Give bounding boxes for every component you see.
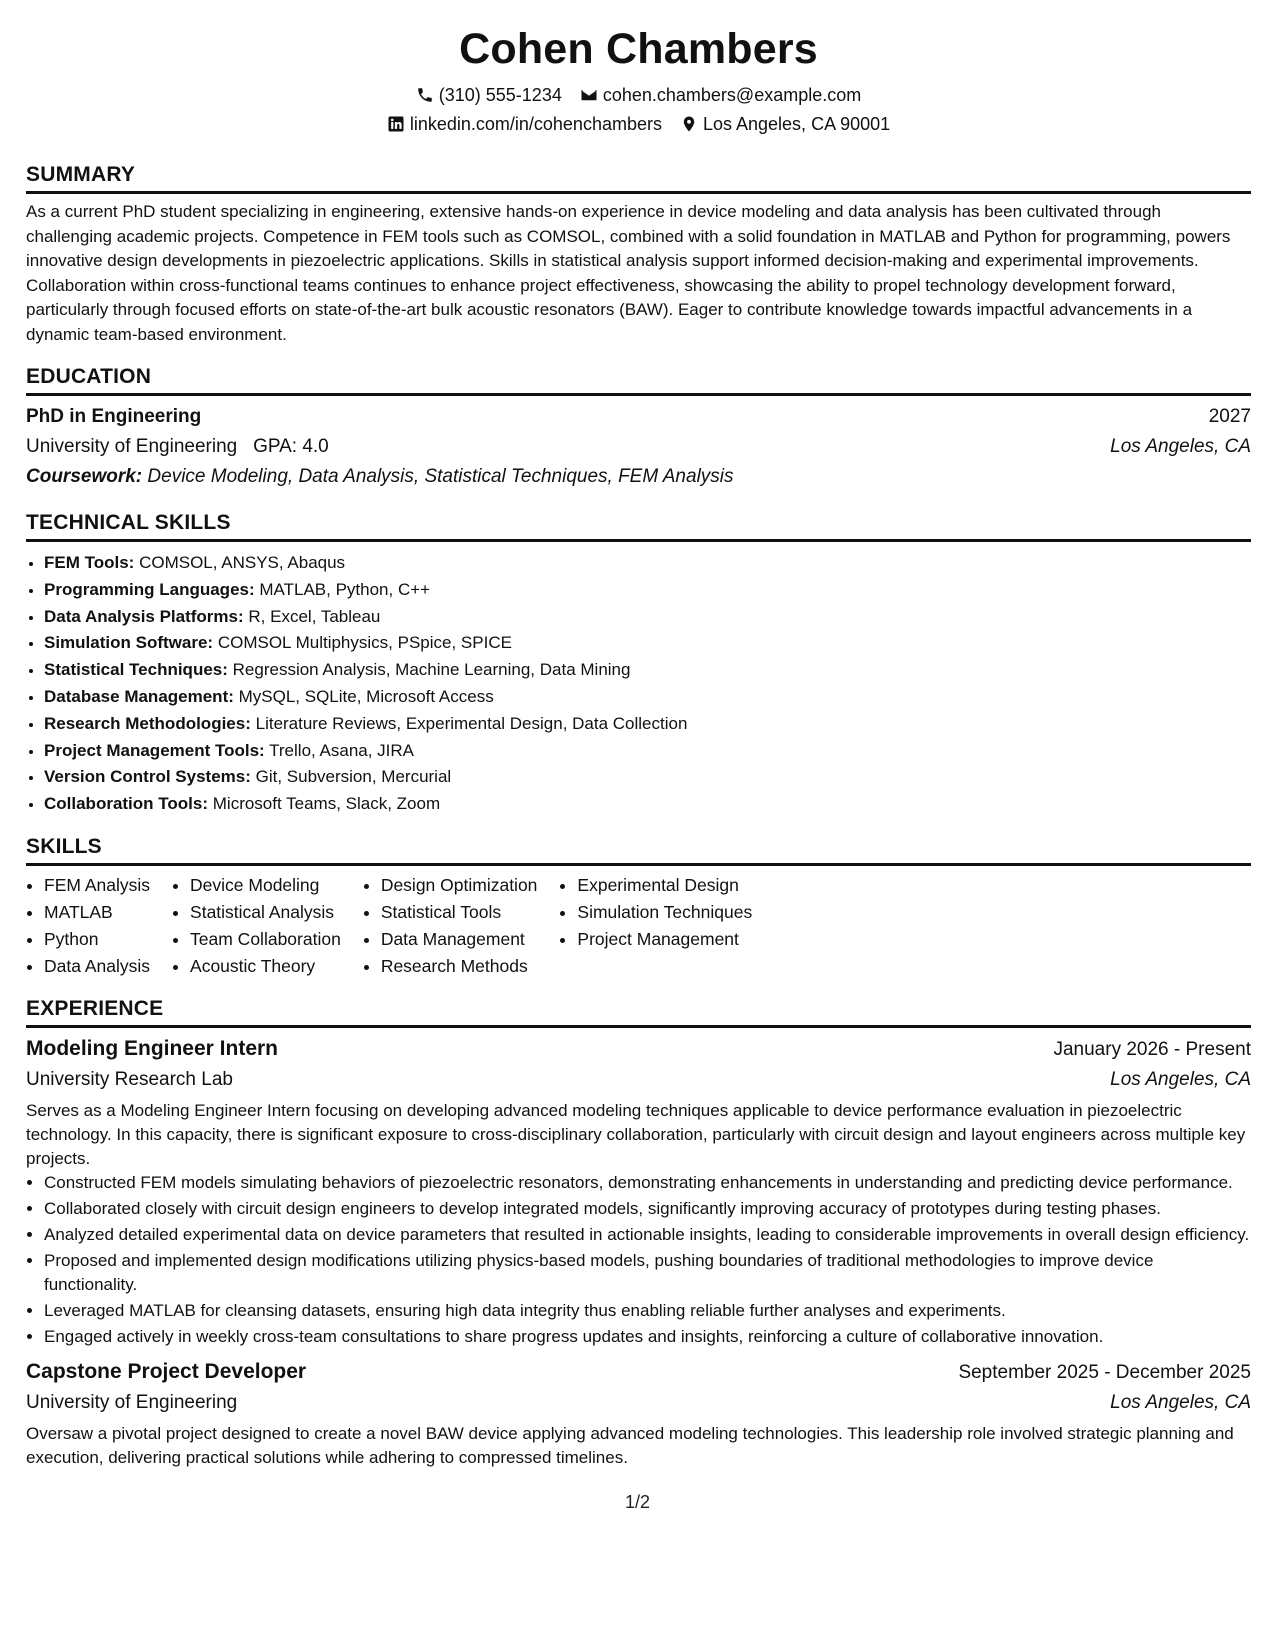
coursework-label: Coursework: [26, 466, 143, 487]
job-title-row [26, 1357, 1251, 1388]
school-name: University of Engineering [26, 436, 238, 457]
list-item: • Device Modeling [190, 872, 341, 899]
email-contact[interactable] [580, 83, 861, 107]
skill-category: Collaboration Tools: [44, 794, 209, 814]
skill-category: Programming Languages: [44, 579, 255, 599]
list-item: • Design Optimization [381, 872, 538, 899]
list-item: • Collaborated closely with circuit design engineers to develop integrated models, significantly improving accuracy of prototypes during testing phases. [44, 1197, 1251, 1221]
skill-values: R, Excel, Tableau [248, 606, 381, 626]
summary-section [26, 162, 1251, 347]
list-item [44, 577, 1251, 604]
list-item: • Project Management [577, 926, 752, 953]
phone-text: (310) 555-1234 [438, 85, 562, 105]
list-item [44, 604, 1251, 631]
list-item: • Simulation Techniques [577, 899, 752, 926]
education-heading: EDUCATION [26, 364, 1251, 396]
skills-heading: SKILLS [26, 834, 1251, 866]
job-role: Capstone Project Developer [26, 1359, 307, 1383]
skill-values: Literature Reviews, Experimental Design, Data Collection [255, 713, 688, 733]
education-school-row [26, 432, 1251, 462]
job-location: Los Angeles, CA [1110, 1068, 1251, 1090]
list-item: • Statistical Tools [381, 899, 538, 926]
skill-values: COMSOL, ANSYS, Abaqus [139, 553, 346, 572]
skill-category: Version Control Systems: [44, 767, 251, 787]
degree-title: PhD in Engineering [26, 406, 202, 427]
skills-column-2 [172, 872, 341, 980]
list-item: • Constructed FEM models simulating behaviors of piezoelectric resonators, demonstrating enhancements in understanding and predicting device performance. [44, 1171, 1251, 1195]
list-item: • Team Collaboration [190, 926, 341, 953]
job-org-row [26, 1065, 1251, 1095]
job-entry-1 [26, 1034, 1251, 1349]
list-item: • Engaged actively in weekly cross-team consultations to share progress updates and insights, reinforcing a culture of collaborative innovation. [44, 1325, 1251, 1349]
school-info [26, 432, 329, 462]
map-pin-icon [680, 115, 698, 133]
list-item [44, 711, 1251, 738]
list-item: • Analyzed detailed experimental data on device parameters that resulted in actionable insights, leading to considerable improvements in overall design efficiency. [44, 1223, 1251, 1247]
list-item [44, 630, 1251, 657]
job-dates: January 2026 - Present [1053, 1038, 1251, 1060]
linkedin-contact[interactable] [387, 112, 662, 136]
job-bullets [26, 1171, 1251, 1349]
skill-values: Regression Analysis, Machine Learning, Data Mining [232, 660, 631, 680]
technical-skills-section [26, 510, 1251, 818]
list-item: • Experimental Design [577, 872, 752, 899]
technical-skills-list [26, 550, 1251, 818]
list-item [44, 738, 1251, 765]
coursework-list: Device Modeling, Data Analysis, Statistical Techniques, FEM Analysis [147, 466, 734, 487]
contact-line-2 [26, 112, 1251, 136]
summary-text: As a current PhD student specializing in engineering, extensive hands-on experience in device modeling and data analysis has been cultivated through challenging academic projects. Competence in FEM tools such as COMSOL, combined with a solid foundation in MATLAB and Python for programming, powers innovative design developments in piezoelectric applications. Skills in statistical analysis support informed decision-making and experimental improvements. Collaboration within cross-functional teams continues to enhance project effectiveness, showcasing the ability to propel technology development forward, particularly through focused efforts on state-of-the-art bulk acoustic resonators (BAW). Eager to contribute knowledge towards impactful advancements in a dynamic team-based environment. [26, 202, 1231, 344]
job-dates: September 2025 - December 2025 [958, 1361, 1251, 1383]
list-item: • FEM Analysis [44, 872, 150, 899]
list-item: • Research Methods [381, 953, 538, 980]
technical-skills-heading: TECHNICAL SKILLS [26, 510, 1251, 542]
list-item: • Data Analysis [44, 953, 150, 980]
skill-category: Statistical Techniques: [44, 660, 228, 680]
phone-icon [416, 86, 434, 104]
experience-section [26, 996, 1251, 1470]
list-item: • MATLAB [44, 899, 150, 926]
job-description: Oversaw a pivotal project designed to create a novel BAW device applying advanced modeling technologies. This leadership role involved strategic planning and execution, delivering practical solutions while adhering to compressed timelines. [26, 1423, 1234, 1467]
linkedin-text[interactable]: linkedin.com/in/cohenchambers [409, 114, 662, 134]
job-org: University Research Lab [26, 1068, 233, 1090]
resume-page [26, 20, 1251, 1470]
coursework-line [26, 462, 1251, 492]
skill-category: Data Analysis Platforms: [44, 606, 244, 626]
skill-values: COMSOL Multiphysics, PSpice, SPICE [217, 633, 512, 653]
skills-columns [26, 872, 1251, 980]
skills-section [26, 834, 1251, 980]
envelope-icon [580, 86, 598, 104]
location-text: Los Angeles, CA 90001 [702, 114, 891, 134]
school-location: Los Angeles, CA [1110, 436, 1251, 457]
skill-category: FEM Tools: [44, 553, 135, 572]
list-item [44, 791, 1251, 818]
email-text[interactable]: cohen.chambers@example.com [602, 85, 862, 105]
skill-values: MySQL, SQLite, Microsoft Access [238, 686, 494, 706]
list-item: • Leveraged MATLAB for cleansing datasets, ensuring high data integrity thus enabling reliable further analyses and experiments. [44, 1299, 1251, 1323]
skills-column-3 [363, 872, 538, 980]
list-item: • Proposed and implemented design modifications utilizing physics-based models, pushing boundaries of traditional methodologies to improve device functionality. [44, 1249, 1251, 1297]
job-org: University of Engineering [26, 1391, 238, 1413]
list-item [44, 550, 1251, 577]
skill-values: Trello, Asana, JIRA [269, 740, 415, 760]
skills-column-4 [559, 872, 752, 980]
skill-category: Research Methodologies: [44, 713, 251, 733]
skill-category: Project Management Tools: [44, 740, 265, 760]
education-section [26, 364, 1251, 492]
page-number: 1/2 [624, 1492, 651, 1512]
gpa: GPA: 4.0 [253, 436, 329, 457]
candidate-name: Cohen Chambers [459, 25, 818, 73]
skill-values: Microsoft Teams, Slack, Zoom [212, 794, 441, 814]
contact-line-1 [26, 83, 1251, 107]
job-location: Los Angeles, CA [1110, 1391, 1251, 1413]
job-org-row [26, 1388, 1251, 1418]
list-item [44, 764, 1251, 791]
list-item [44, 684, 1251, 711]
list-item: • Acoustic Theory [190, 953, 341, 980]
skill-values: MATLAB, Python, C++ [259, 579, 431, 599]
education-degree-row [26, 402, 1251, 432]
job-entry-2 [26, 1357, 1251, 1470]
experience-heading: EXPERIENCE [26, 996, 1251, 1028]
skill-category: Simulation Software: [44, 633, 214, 653]
job-title-row [26, 1034, 1251, 1065]
job-description: Serves as a Modeling Engineer Intern focusing on developing advanced modeling techniques applicable to device performance evaluation in piezoelectric technology. In this capacity, there is significant exposure to cross-disciplinary collaboration, particularly with circuit design and layout engineers across multiple key projects. [26, 1100, 1246, 1168]
job-role: Modeling Engineer Intern [26, 1036, 279, 1060]
list-item [44, 657, 1251, 684]
linkedin-icon [387, 115, 405, 133]
list-item: • Data Management [381, 926, 538, 953]
list-item: • Python [44, 926, 150, 953]
location-contact [680, 112, 890, 136]
graduation-year: 2027 [1208, 406, 1251, 427]
skill-values: Git, Subversion, Mercurial [255, 767, 452, 787]
skills-column-1 [26, 872, 150, 980]
skill-category: Database Management: [44, 686, 234, 706]
phone-contact [416, 83, 562, 107]
summary-heading: SUMMARY [26, 162, 1251, 194]
list-item: • Statistical Analysis [190, 899, 341, 926]
